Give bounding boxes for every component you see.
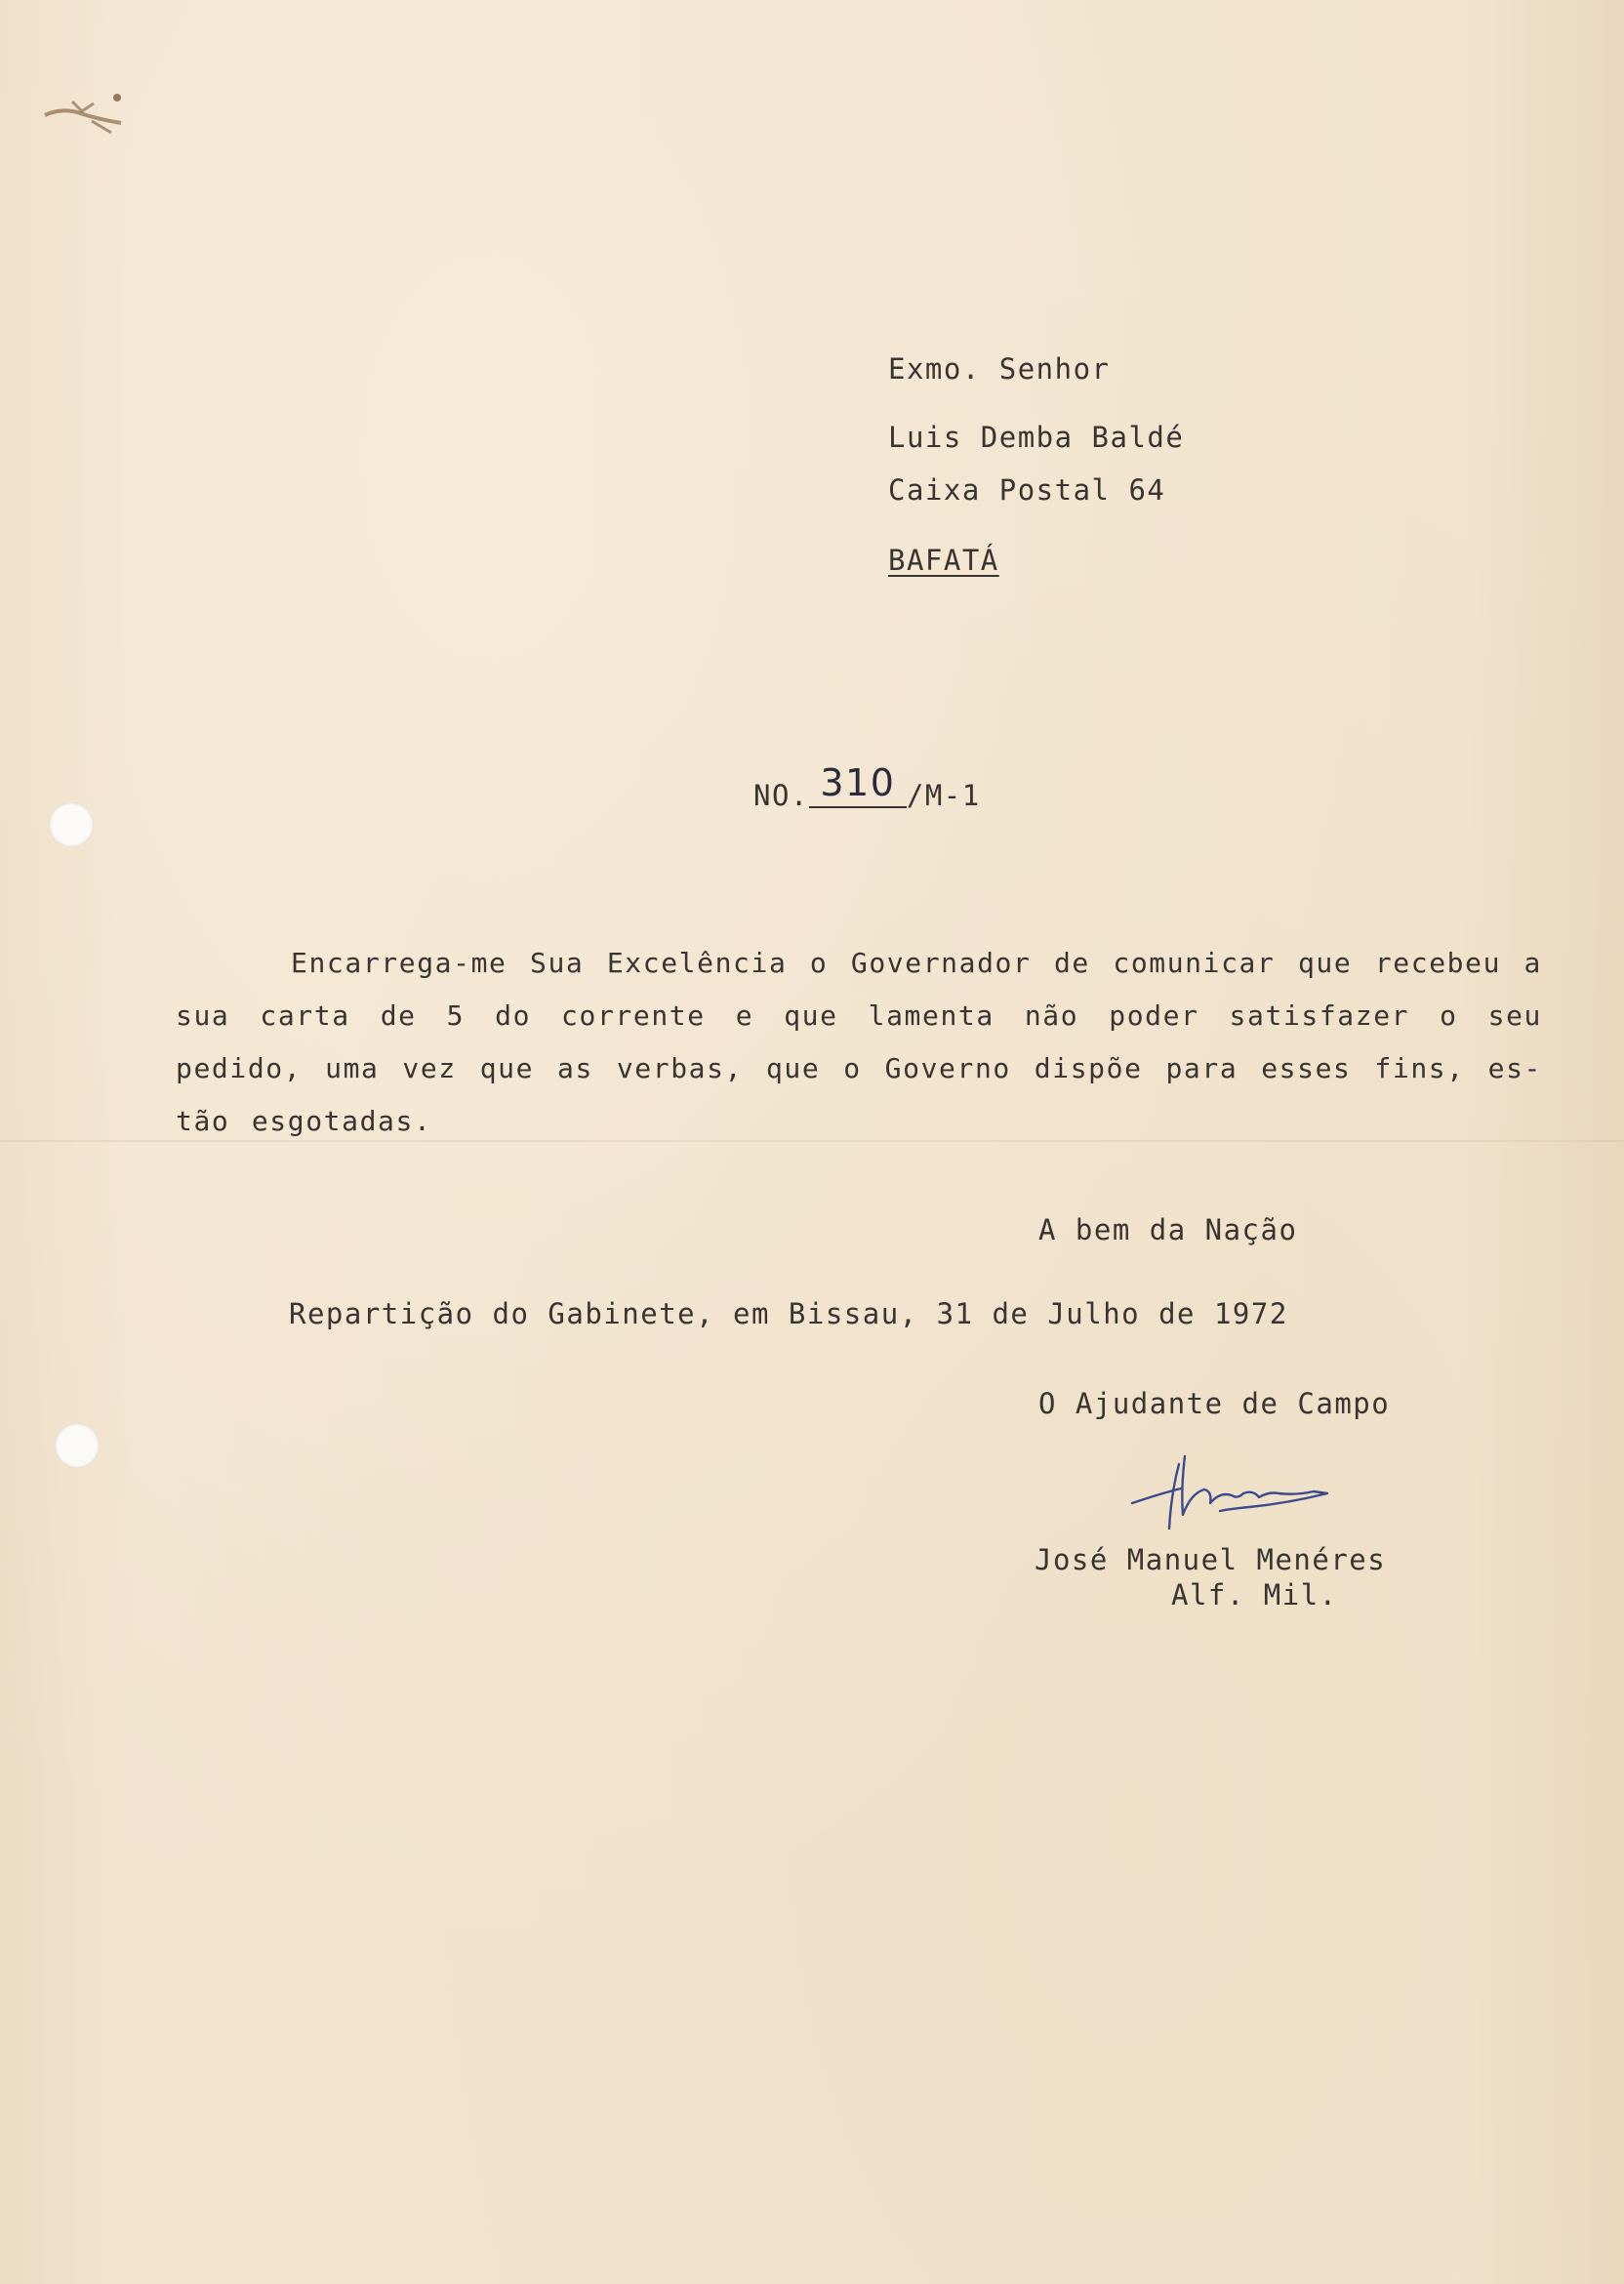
recipient-address: Caixa Postal 64 xyxy=(888,473,1166,507)
punch-hole-top xyxy=(49,802,94,847)
salutation: Exmo. Senhor xyxy=(888,352,1111,386)
recipient-city: BAFATÁ xyxy=(888,544,999,577)
letter-body: Encarrega-me Sua Excelência o Governador de comunicar que recebeu a sua carta de 5 do corrente e que lamenta não poder satisfazer o seu pedido, uma vez que as verbas, que o Governo dispõe para esses fins, es-tão esgotadas. xyxy=(176,947,1542,1137)
reference-prefix: NO. xyxy=(753,779,809,812)
signatory-title: O Ajudante de Campo xyxy=(1038,1387,1391,1420)
place-and-date: Repartição do Gabinete, em Bissau, 31 de Julho de 1972 xyxy=(289,1297,1288,1330)
reference-number-handwritten: 310 xyxy=(809,761,907,808)
handwritten-signature xyxy=(1122,1435,1376,1542)
reference-suffix: /M-1 xyxy=(906,779,981,812)
signatory-rank: Alf. Mil. xyxy=(1171,1578,1338,1611)
signatory-name: José Manuel Menéres xyxy=(1035,1543,1387,1576)
recipient-name: Luis Demba Baldé xyxy=(888,421,1185,454)
closing-motto: A bem da Nação xyxy=(1038,1213,1298,1246)
reference-number-line xyxy=(753,761,981,818)
rust-stain-mark xyxy=(43,94,131,137)
punch-hole-bottom xyxy=(55,1423,100,1468)
